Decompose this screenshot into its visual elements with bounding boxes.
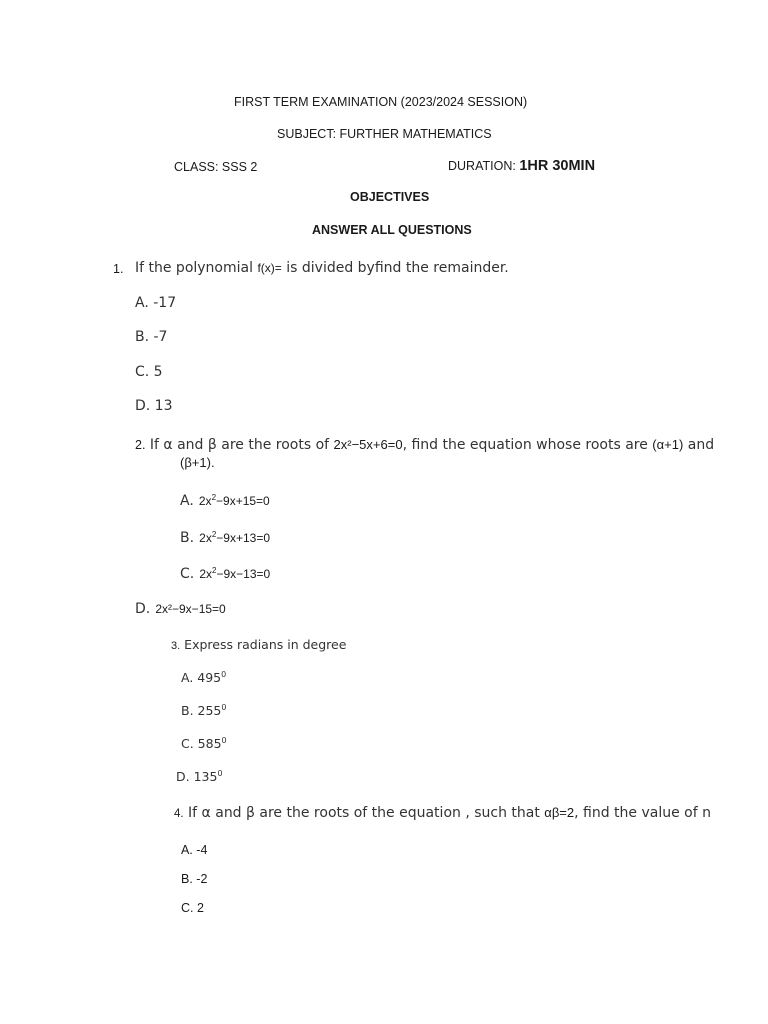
q2-option-b: B. $2x^2-9x+13=0$ bbox=[180, 530, 271, 546]
question-4-text: 4. If α and β are the roots of the equation , such that αβ=2, find the value of n bbox=[174, 805, 711, 821]
q3-option-d: D. $135^0$ bbox=[176, 769, 223, 784]
class-line: CLASS: SSS 2 bbox=[174, 160, 258, 174]
q2-option-c: C. $2x^2-9x-13=0$ bbox=[180, 566, 271, 582]
q1-option-a: A. -17 bbox=[135, 295, 177, 311]
fx-expression: f(x)= bbox=[257, 261, 282, 275]
duration-label: DURATION: bbox=[448, 159, 516, 173]
question-4-number: 4. bbox=[174, 808, 184, 820]
q4-option-c: C. 2 bbox=[181, 901, 204, 915]
duration-line bbox=[448, 158, 595, 174]
exam-title: FIRST TERM EXAMINATION (2023/2024 SESSION) bbox=[234, 95, 528, 109]
question-2-number: 2. bbox=[135, 438, 146, 452]
q1-option-b: B. -7 bbox=[135, 329, 168, 345]
q4-option-a: A. -4 bbox=[181, 843, 208, 857]
q1-option-d: D. 13 bbox=[135, 398, 173, 414]
q4-product: αβ=2 bbox=[544, 805, 575, 820]
question-3-number: 3. bbox=[171, 640, 181, 652]
q1-option-c: C. 5 bbox=[135, 364, 163, 380]
question-1-text: If the polynomial f(x)= is divided byfind the remainder. bbox=[135, 260, 509, 276]
section-heading: OBJECTIVES bbox=[350, 190, 430, 204]
instruction-heading: ANSWER ALL QUESTIONS bbox=[312, 223, 472, 237]
q3-option-a: A. $495^0$ bbox=[181, 670, 227, 685]
question-1-number: 1. bbox=[113, 262, 124, 276]
subject-line: SUBJECT: FURTHER MATHEMATICS bbox=[277, 127, 492, 141]
q3-option-b: B. $255^0$ bbox=[181, 703, 227, 718]
q3-option-c: C. $585^0$ bbox=[181, 736, 227, 751]
q2-option-a: A. $2x^2-9x+15=0$ bbox=[180, 493, 270, 509]
q2-option-d: D. 2x²−9x−15=0 bbox=[135, 601, 226, 617]
q4-option-b: B. -2 bbox=[181, 872, 208, 886]
duration-value: 1HR 30MIN bbox=[519, 158, 596, 174]
question-2-text: 2. If α and β are the roots of 2x²−5x+6=0, find the equation whose roots are (α+1) and bbox=[135, 437, 715, 453]
q2-equation: 2x²−5x+6=0 bbox=[333, 437, 403, 452]
question-3-text: 3. Express radians in degree bbox=[171, 637, 347, 652]
q2-root-b: (β+1). bbox=[180, 455, 215, 470]
